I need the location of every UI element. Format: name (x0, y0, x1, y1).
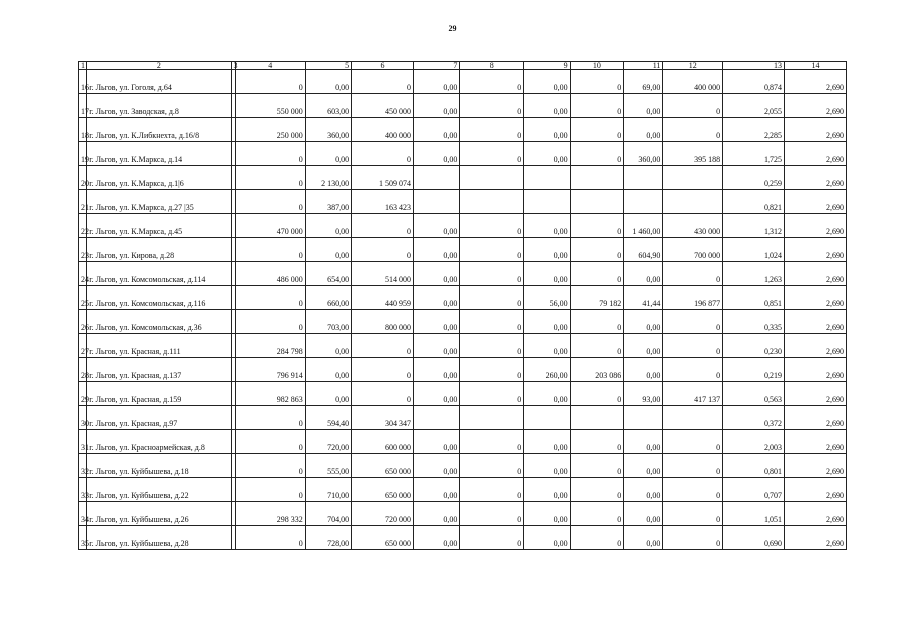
value-cell: 0 (352, 334, 414, 358)
value-cell: 0 (460, 502, 524, 526)
value-cell: 0 (235, 454, 305, 478)
value-cell: 2,690 (785, 334, 847, 358)
value-cell: 0 (570, 454, 624, 478)
value-cell: 2,690 (785, 166, 847, 190)
address-cell: г. Льгов, ул. Красноармейская, д.8 (87, 430, 231, 454)
address-cell: г. Льгов, ул. К.Маркса, д.14 (87, 142, 231, 166)
value-cell: 0 (570, 502, 624, 526)
value-cell: 0,00 (413, 526, 459, 550)
value-cell: 0 (663, 454, 723, 478)
value-cell: 603,00 (305, 94, 351, 118)
value-cell: 2,285 (723, 118, 785, 142)
value-cell: 440 959 (352, 286, 414, 310)
value-cell: 0 (570, 238, 624, 262)
value-cell: 2 130,00 (305, 166, 351, 190)
value-cell: 0,00 (305, 70, 351, 94)
value-cell: 0 (235, 190, 305, 214)
value-cell: 0 (460, 454, 524, 478)
value-cell: 470 000 (235, 214, 305, 238)
address-cell: г. Льгов, ул. Комсомольская, д.116 (87, 286, 231, 310)
value-cell: 0 (460, 262, 524, 286)
value-cell: 0 (570, 142, 624, 166)
column-header-6: 6 (352, 62, 414, 70)
row-number: 35 (79, 526, 87, 550)
value-cell: 41,44 (624, 286, 663, 310)
row-number: 31 (79, 430, 87, 454)
value-cell (413, 190, 459, 214)
address-cell: г. Льгов, ул. Красная, д.137 (87, 358, 231, 382)
column-header-1: 1 (79, 62, 87, 70)
value-cell: 0,00 (624, 430, 663, 454)
value-cell: 0 (570, 310, 624, 334)
table-header (79, 62, 847, 70)
value-cell: 0 (663, 262, 723, 286)
table-row (79, 526, 847, 550)
value-cell: 0,00 (413, 382, 459, 406)
value-cell: 0,219 (723, 358, 785, 382)
value-cell: 0,00 (524, 94, 570, 118)
value-cell: 0,00 (413, 118, 459, 142)
value-cell: 0,00 (524, 310, 570, 334)
value-cell: 0,00 (524, 142, 570, 166)
value-cell: 720 000 (352, 502, 414, 526)
value-cell: 0 (663, 502, 723, 526)
value-cell: 0,00 (624, 478, 663, 502)
address-cell: г. Льгов, ул. Кирова, д.28 (87, 238, 231, 262)
value-cell: 2,690 (785, 382, 847, 406)
table-row (79, 406, 847, 430)
address-cell: г. Льгов, ул. К.Маркса, д.45 (87, 214, 231, 238)
value-cell: 2,690 (785, 286, 847, 310)
value-cell: 0 (235, 406, 305, 430)
value-cell: 982 863 (235, 382, 305, 406)
value-cell: 0 (460, 238, 524, 262)
column-header-8: 8 (460, 62, 524, 70)
address-cell: г. Льгов, ул. К.Маркса, д.1|6 (87, 166, 231, 190)
value-cell: 1,263 (723, 262, 785, 286)
value-cell: 0,00 (305, 358, 351, 382)
address-cell: г. Льгов, ул. Куйбышева, д.18 (87, 454, 231, 478)
value-cell: 0,00 (624, 334, 663, 358)
row-number: 28 (79, 358, 87, 382)
row-number: 27 (79, 334, 87, 358)
value-cell: 0 (460, 94, 524, 118)
value-cell (570, 166, 624, 190)
value-cell: 2,690 (785, 406, 847, 430)
value-cell: 0,690 (723, 526, 785, 550)
value-cell: 400 000 (663, 70, 723, 94)
table-row (79, 358, 847, 382)
row-number: 18 (79, 118, 87, 142)
row-number: 20 (79, 166, 87, 190)
value-cell: 2,690 (785, 214, 847, 238)
table-row (79, 238, 847, 262)
value-cell: 0 (460, 70, 524, 94)
value-cell: 1,725 (723, 142, 785, 166)
value-cell: 2,690 (785, 310, 847, 334)
value-cell: 0 (235, 142, 305, 166)
value-cell: 0,00 (524, 430, 570, 454)
value-cell: 304 347 (352, 406, 414, 430)
address-cell: г. Льгов, ул. Комсомольская, д.36 (87, 310, 231, 334)
value-cell: 0,00 (413, 502, 459, 526)
address-cell: г. Льгов, ул. К.Либкнехта, д.16/8 (87, 118, 231, 142)
value-cell: 0,851 (723, 286, 785, 310)
value-cell: 0,00 (524, 382, 570, 406)
value-cell: 0 (570, 478, 624, 502)
value-cell: 0,00 (524, 478, 570, 502)
value-cell: 0,00 (524, 70, 570, 94)
value-cell: 704,00 (305, 502, 351, 526)
value-cell (570, 406, 624, 430)
value-cell: 0,00 (624, 262, 663, 286)
value-cell: 0,00 (624, 502, 663, 526)
value-cell: 0,00 (413, 430, 459, 454)
value-cell: 2,690 (785, 70, 847, 94)
value-cell: 2,690 (785, 430, 847, 454)
value-cell: 0,335 (723, 310, 785, 334)
value-cell: 0 (460, 286, 524, 310)
value-cell: 0 (460, 310, 524, 334)
row-number: 22 (79, 214, 87, 238)
value-cell: 600 000 (352, 430, 414, 454)
value-cell: 0,563 (723, 382, 785, 406)
value-cell: 0,00 (413, 454, 459, 478)
value-cell: 93,00 (624, 382, 663, 406)
column-header-14: 14 (785, 62, 847, 70)
value-cell: 0 (352, 358, 414, 382)
value-cell: 0 (570, 430, 624, 454)
column-header-4: 4 (235, 62, 305, 70)
address-cell: г. Льгов, ул. Гоголя, д.64 (87, 70, 231, 94)
value-cell: 2,690 (785, 142, 847, 166)
value-cell: 417 137 (663, 382, 723, 406)
table-row (79, 70, 847, 94)
table-row (79, 262, 847, 286)
value-cell: 0,00 (305, 214, 351, 238)
value-cell: 0 (235, 478, 305, 502)
value-cell: 0,00 (624, 526, 663, 550)
column-header-10: 10 (570, 62, 624, 70)
value-cell: 0 (570, 526, 624, 550)
value-cell: 0 (570, 334, 624, 358)
column-header-2: 2 (87, 62, 231, 70)
value-cell: 703,00 (305, 310, 351, 334)
value-cell (663, 406, 723, 430)
table-row (79, 334, 847, 358)
value-cell: 0,00 (305, 334, 351, 358)
column-header-5: 5 (305, 62, 351, 70)
value-cell: 0,00 (524, 454, 570, 478)
value-cell: 2,055 (723, 94, 785, 118)
value-cell: 0,00 (413, 262, 459, 286)
value-cell: 0,00 (524, 526, 570, 550)
row-number: 32 (79, 454, 87, 478)
value-cell: 0 (352, 142, 414, 166)
value-cell: 196 877 (663, 286, 723, 310)
value-cell: 0 (570, 382, 624, 406)
value-cell: 250 000 (235, 118, 305, 142)
value-cell: 2,690 (785, 118, 847, 142)
value-cell: 0,801 (723, 454, 785, 478)
value-cell: 0,00 (624, 310, 663, 334)
value-cell (413, 166, 459, 190)
value-cell: 387,00 (305, 190, 351, 214)
value-cell: 720,00 (305, 430, 351, 454)
value-cell: 0 (663, 526, 723, 550)
value-cell: 0,00 (413, 334, 459, 358)
address-cell: г. Льгов, ул. Куйбышева, д.28 (87, 526, 231, 550)
value-cell: 0 (570, 262, 624, 286)
data-table (78, 61, 847, 550)
value-cell: 450 000 (352, 94, 414, 118)
value-cell: 2,690 (785, 238, 847, 262)
table-row (79, 310, 847, 334)
value-cell: 0,00 (305, 142, 351, 166)
value-cell: 1,312 (723, 214, 785, 238)
value-cell: 0,00 (413, 478, 459, 502)
value-cell: 0,00 (413, 214, 459, 238)
value-cell: 604,90 (624, 238, 663, 262)
address-cell: г. Льгов, ул. Красная, д.111 (87, 334, 231, 358)
value-cell: 1,051 (723, 502, 785, 526)
address-cell: г. Льгов, ул. Комсомольская, д.114 (87, 262, 231, 286)
value-cell (413, 406, 459, 430)
table-row (79, 454, 847, 478)
value-cell: 0 (235, 166, 305, 190)
value-cell: 0 (663, 310, 723, 334)
value-cell (624, 190, 663, 214)
value-cell: 486 000 (235, 262, 305, 286)
value-cell: 0 (352, 238, 414, 262)
value-cell: 0 (663, 478, 723, 502)
value-cell: 710,00 (305, 478, 351, 502)
value-cell: 0 (460, 214, 524, 238)
value-cell (570, 190, 624, 214)
value-cell: 298 332 (235, 502, 305, 526)
value-cell: 69,00 (624, 70, 663, 94)
value-cell: 1,024 (723, 238, 785, 262)
value-cell: 0,00 (524, 238, 570, 262)
table-row (79, 142, 847, 166)
value-cell: 650 000 (352, 478, 414, 502)
value-cell: 0 (235, 526, 305, 550)
value-cell: 56,00 (524, 286, 570, 310)
column-header-13: 13 (723, 62, 785, 70)
value-cell: 2,690 (785, 454, 847, 478)
address-cell: г. Льгов, ул. Куйбышева, д.22 (87, 478, 231, 502)
column-header-11: 11 (624, 62, 663, 70)
value-cell: 1 460,00 (624, 214, 663, 238)
value-cell: 0,259 (723, 166, 785, 190)
value-cell: 0,707 (723, 478, 785, 502)
table-row (79, 118, 847, 142)
table-row (79, 190, 847, 214)
address-cell: г. Льгов, ул. Заводская, д.8 (87, 94, 231, 118)
value-cell: 0,00 (413, 238, 459, 262)
row-number: 24 (79, 262, 87, 286)
row-number: 26 (79, 310, 87, 334)
column-header-3: 3 (231, 62, 235, 70)
value-cell: 0 (352, 214, 414, 238)
row-number: 25 (79, 286, 87, 310)
value-cell: 0,00 (413, 70, 459, 94)
row-number: 17 (79, 94, 87, 118)
value-cell: 0,00 (624, 358, 663, 382)
value-cell: 2,690 (785, 502, 847, 526)
value-cell: 0,00 (413, 94, 459, 118)
value-cell: 0,874 (723, 70, 785, 94)
value-cell: 2,690 (785, 358, 847, 382)
value-cell: 555,00 (305, 454, 351, 478)
value-cell: 430 000 (663, 214, 723, 238)
value-cell: 0 (460, 430, 524, 454)
value-cell (663, 190, 723, 214)
value-cell: 0,00 (305, 382, 351, 406)
value-cell: 0 (663, 358, 723, 382)
value-cell: 654,00 (305, 262, 351, 286)
table-body (79, 70, 847, 550)
value-cell: 0 (235, 70, 305, 94)
value-cell: 0,00 (413, 286, 459, 310)
value-cell: 0 (663, 118, 723, 142)
value-cell (624, 166, 663, 190)
value-cell: 0 (663, 430, 723, 454)
table-row (79, 166, 847, 190)
value-cell (524, 190, 570, 214)
row-number: 23 (79, 238, 87, 262)
value-cell: 0,00 (624, 94, 663, 118)
value-cell: 0 (460, 334, 524, 358)
row-number: 19 (79, 142, 87, 166)
address-cell: г. Льгов, ул. Куйбышева, д.26 (87, 502, 231, 526)
value-cell: 395 188 (663, 142, 723, 166)
value-cell (460, 166, 524, 190)
value-cell: 1 509 074 (352, 166, 414, 190)
value-cell: 360,00 (624, 142, 663, 166)
row-number: 33 (79, 478, 87, 502)
value-cell: 0,00 (624, 118, 663, 142)
value-cell: 400 000 (352, 118, 414, 142)
value-cell: 79 182 (570, 286, 624, 310)
value-cell: 0,00 (413, 358, 459, 382)
value-cell: 0 (235, 430, 305, 454)
value-cell: 0,821 (723, 190, 785, 214)
value-cell: 2,690 (785, 262, 847, 286)
value-cell: 0 (352, 70, 414, 94)
value-cell (624, 406, 663, 430)
value-cell: 260,00 (524, 358, 570, 382)
value-cell: 650 000 (352, 526, 414, 550)
value-cell: 0 (460, 118, 524, 142)
value-cell: 796 914 (235, 358, 305, 382)
value-cell: 0 (235, 286, 305, 310)
value-cell: 0 (460, 478, 524, 502)
value-cell: 0 (235, 310, 305, 334)
value-cell: 660,00 (305, 286, 351, 310)
value-cell: 800 000 (352, 310, 414, 334)
value-cell: 594,40 (305, 406, 351, 430)
value-cell: 284 798 (235, 334, 305, 358)
row-number: 29 (79, 382, 87, 406)
value-cell: 0 (460, 142, 524, 166)
value-cell: 550 000 (235, 94, 305, 118)
value-cell: 2,003 (723, 430, 785, 454)
address-cell: г. Льгов, ул. Красная, д.97 (87, 406, 231, 430)
value-cell: 2,690 (785, 526, 847, 550)
value-cell: 0,00 (524, 118, 570, 142)
value-cell (460, 406, 524, 430)
value-cell: 0,00 (524, 334, 570, 358)
row-number: 21 (79, 190, 87, 214)
table-row (79, 430, 847, 454)
row-number: 34 (79, 502, 87, 526)
header-row (79, 62, 847, 70)
table-row (79, 478, 847, 502)
value-cell: 0 (235, 238, 305, 262)
value-cell (524, 406, 570, 430)
value-cell: 728,00 (305, 526, 351, 550)
row-number: 30 (79, 406, 87, 430)
column-header-7: 7 (413, 62, 459, 70)
value-cell: 700 000 (663, 238, 723, 262)
value-cell: 0,00 (413, 142, 459, 166)
value-cell (663, 166, 723, 190)
value-cell: 0,372 (723, 406, 785, 430)
table-row (79, 502, 847, 526)
value-cell: 0,00 (524, 502, 570, 526)
table-row (79, 382, 847, 406)
value-cell (524, 166, 570, 190)
row-number: 16 (79, 70, 87, 94)
value-cell: 2,690 (785, 94, 847, 118)
value-cell (460, 190, 524, 214)
value-cell: 0,230 (723, 334, 785, 358)
value-cell: 0 (570, 94, 624, 118)
value-cell: 0 (570, 118, 624, 142)
value-cell: 650 000 (352, 454, 414, 478)
value-cell: 0 (570, 214, 624, 238)
value-cell: 0 (460, 382, 524, 406)
value-cell: 0,00 (524, 214, 570, 238)
table-row (79, 214, 847, 238)
value-cell: 0 (663, 334, 723, 358)
value-cell: 0,00 (413, 310, 459, 334)
value-cell: 0 (663, 94, 723, 118)
address-cell: г. Льгов, ул. Красная, д.159 (87, 382, 231, 406)
address-cell: г. Льгов, ул. К.Маркса, д.27 |35 (87, 190, 231, 214)
value-cell: 2,690 (785, 478, 847, 502)
value-cell: 203 086 (570, 358, 624, 382)
value-cell: 2,690 (785, 190, 847, 214)
table-row (79, 286, 847, 310)
value-cell: 360,00 (305, 118, 351, 142)
value-cell: 0,00 (305, 238, 351, 262)
value-cell: 0 (460, 358, 524, 382)
column-header-12: 12 (663, 62, 723, 70)
value-cell: 514 000 (352, 262, 414, 286)
page-number: 29 (448, 24, 457, 33)
value-cell: 0,00 (624, 454, 663, 478)
value-cell: 0 (460, 526, 524, 550)
table-row (79, 94, 847, 118)
value-cell: 0,00 (524, 262, 570, 286)
value-cell: 163 423 (352, 190, 414, 214)
column-header-9: 9 (524, 62, 570, 70)
value-cell: 0 (570, 70, 624, 94)
value-cell: 0 (352, 382, 414, 406)
